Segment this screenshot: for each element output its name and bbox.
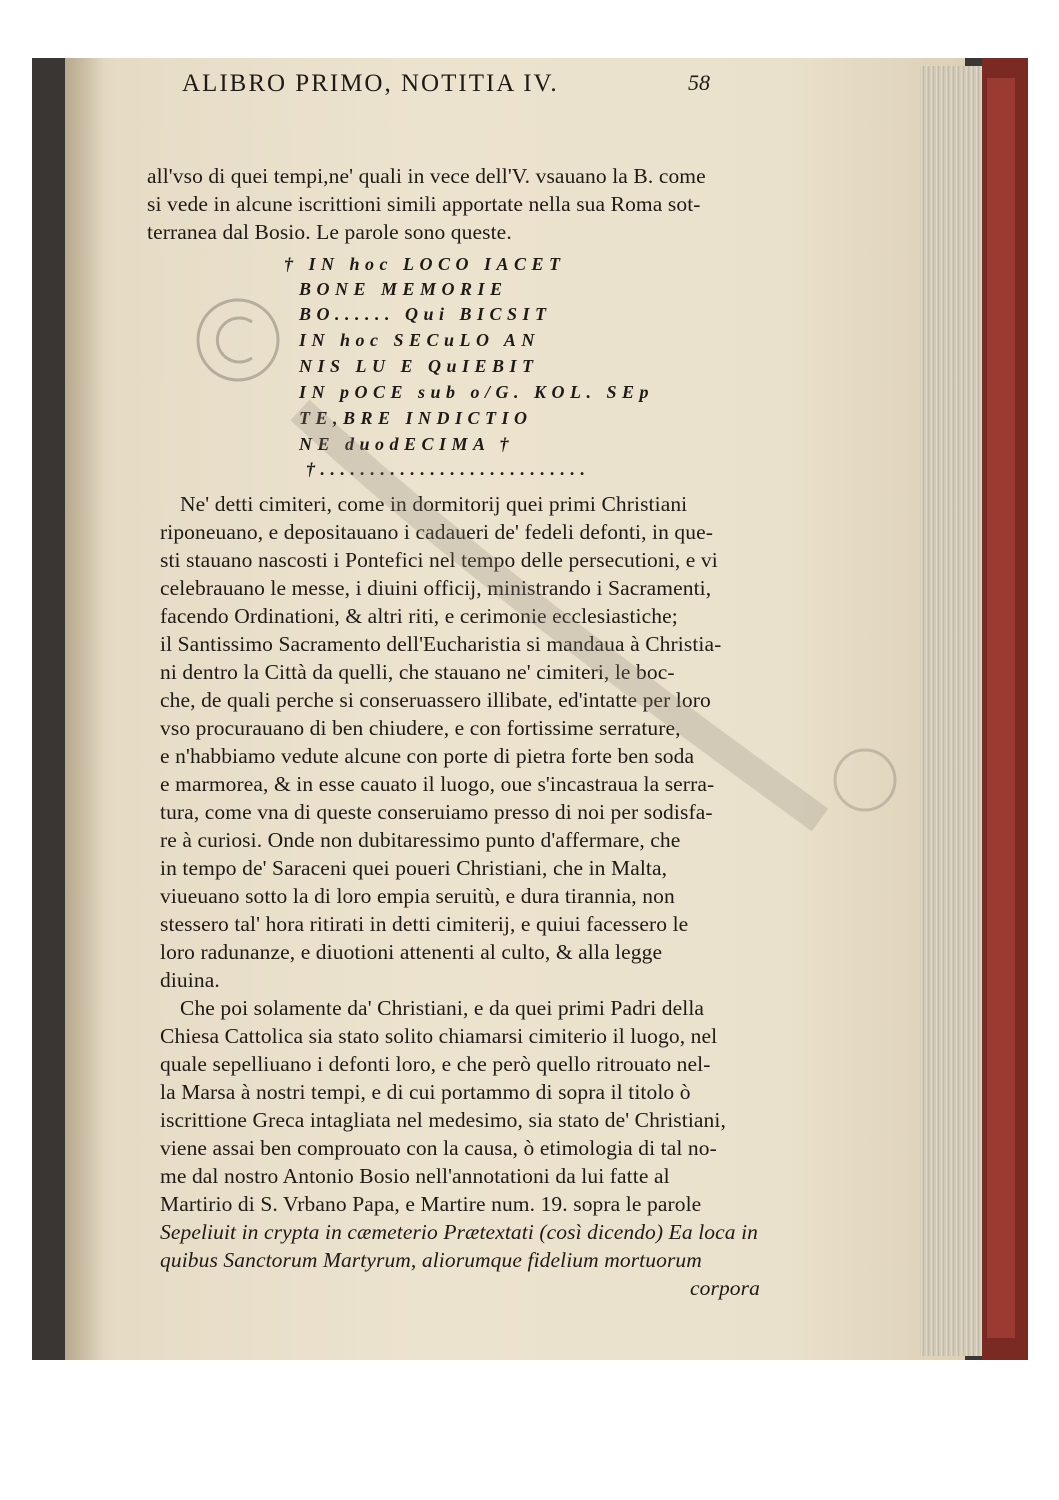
inscription-line: BO...... Qui BICSIT [299,304,552,324]
inscription-line: † IN hoc LOCO IACET [284,254,566,274]
body-line: celebrauano le messe, i diuini officij, ministrando i Sacramenti, [160,576,712,600]
body-line: iscrittione Greca intagliata nel medesimo, sia stato de' Christiani, [160,1108,726,1132]
body-line: all'vso di quei tempi,ne' quali in vece dell'V. vsauano la B. come [147,164,706,188]
body-line: terranea dal Bosio. Le parole sono queste. [147,220,512,244]
body-line: e marmorea, & in esse cauato il luogo, oue s'incastraua la serra- [160,772,715,796]
body-line: Martirio di S. Vrbano Papa, e Martire num. 19. sopra le parole [160,1192,702,1216]
body-line: re à curiosi. Onde non dubitaressimo punto d'affermare, che [160,828,681,852]
body-line: tura, come vna di queste conseruiamo presso di noi per sodisfa- [160,800,713,824]
inscription-line: IN hoc SECuLO AN [299,330,540,350]
body-line: il Santissimo Sacramento dell'Eucharistia si mandaua à Christia- [160,632,722,656]
body-line: Sepeliuit in crypta in cæmeterio Prætextati (così dicendo) Ea loca in [160,1220,759,1244]
body-line: loro radunanze, e diuotioni attenenti al culto, & alla legge [160,940,663,964]
body-line: facendo Ordinationi, & altri riti, e cerimonie ecclesiastiche; [160,604,678,628]
body-line: sti stauano nascosti i Pontefici nel tempo delle persecutioni, e vi [160,548,718,572]
inscription-line: †........................... [306,459,591,479]
body-line: e n'habbiamo vedute alcune con porte di pietra forte ben soda [160,744,695,768]
body-line: Chiesa Cattolica sia stato solito chiamarsi cimiterio il luogo, nel [160,1024,718,1048]
body-line: stessero tal' hora ritirati in detti cimiterij, e quiui facessero le [160,912,689,936]
body-line: quale sepelliuano i defonti loro, e che però quello ritrouato nel- [160,1052,711,1076]
catchword: corpora [690,1276,760,1300]
body-line: viene assai ben comprouato con la causa, ò etimologia di tal no- [160,1136,717,1160]
body-line: che, de quali perche si conseruassero illibate, ed'intatte per loro [160,688,711,712]
body-line: viueuano sotto la di loro empia seruitù, e dura tirannia, non [160,884,675,908]
running-title: ALIBRO PRIMO, NOTITIA IV. [182,70,559,97]
body-line: vso procurauano di ben chiudere, e con fortissime serrature, [160,716,681,740]
body-line: Che poi solamente da' Christiani, e da quei primi Padri della [180,996,705,1020]
body-line: in tempo de' Saraceni quei poueri Christiani, che in Malta, [160,856,668,880]
page-edges [920,66,982,1356]
body-line: si vede in alcune iscrittioni simili apportate nella sua Roma sot- [147,192,701,216]
body-line: ni dentro la Città da quelli, che stauano ne' cimiteri, le boc- [160,660,675,684]
inscription-line: BONE MEMORIE [299,279,508,299]
inscription-line: TE,BRE INDICTIO [299,408,533,428]
body-line: quibus Sanctorum Martyrum, aliorumque fidelium mortuorum [160,1248,702,1272]
body-line: Ne' detti cimiteri, come in dormitorij quei primi Christiani [180,492,688,516]
body-line: la Marsa à nostri tempi, e di cui portammo di sopra il titolo ò [160,1080,691,1104]
body-line: me dal nostro Antonio Bosio nell'annotationi da lui fatte al [160,1164,670,1188]
inscription-line: NE duodECIMA † [299,434,515,454]
gutter-shadow [65,58,105,1360]
inscription-line: IN pOCE sub o/G. KOL. SEp [299,382,655,402]
body-line: riponeuano, e depositauano i cadaueri de' fedeli defonti, in que- [160,520,714,544]
inscription-line: NIS LU E QuIEBIT [299,356,539,376]
folio-number: 58 [688,70,710,95]
body-line: diuina. [160,968,220,992]
book-cover-edge [987,78,1015,1338]
